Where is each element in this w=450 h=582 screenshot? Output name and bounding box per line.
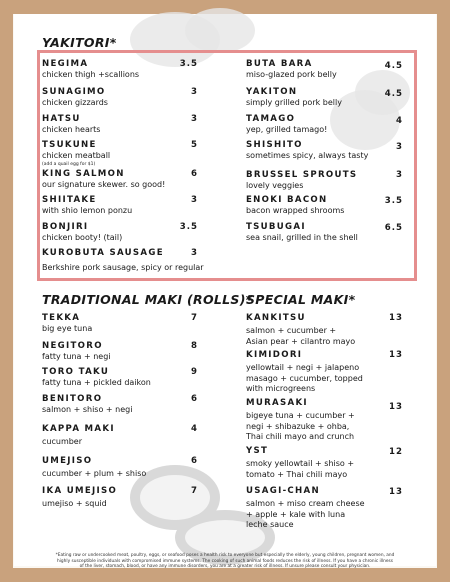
menu-item-tekka	[42, 313, 92, 335]
item-description: cucumber + plum + shiso	[42, 469, 147, 478]
item-name: BRUSSEL SPROUTS	[246, 170, 358, 180]
item-price: 3.5	[384, 196, 403, 206]
item-price: 12	[389, 447, 403, 457]
section-title-yakitori: YAKITORI*	[42, 35, 117, 50]
item-note: (add a quail egg for $1)	[42, 161, 96, 167]
item-name: YST	[246, 446, 269, 456]
disclaimer-line: highly susceptible individuals with compromised immune systems. The cooking of such animal foods reduces the risk of illness. If you have a chronic illness	[57, 558, 393, 564]
item-price: 7	[191, 313, 198, 323]
item-price: 3	[396, 142, 403, 152]
item-name: YAKITON	[246, 87, 298, 97]
item-price: 5	[191, 140, 198, 150]
menu-item-negima	[42, 59, 139, 81]
disclaimer-line: of the liver, stomach, blood, or have any immune disorders, you are at a greater risk of illness. If unsure please consult your physician.	[79, 564, 371, 570]
item-price: 4	[191, 424, 198, 434]
item-price: 8	[191, 341, 198, 351]
item-name: USAGI-CHAN	[246, 486, 320, 496]
menu-item-shishito	[246, 140, 368, 162]
item-price: 4.5	[384, 61, 403, 71]
item-price: 4	[396, 116, 403, 126]
item-name: BUTA BARA	[246, 59, 313, 69]
item-description: salmon + cucumber +	[246, 326, 337, 335]
item-name: IKA UMEJISO	[42, 486, 118, 496]
menu-item-toro-taku	[42, 367, 151, 389]
item-name: SHISHITO	[246, 140, 303, 150]
item-price: 3	[191, 195, 198, 205]
item-name: TSUKUNE	[42, 140, 97, 150]
item-name: KANKITSU	[246, 313, 306, 323]
item-price: 3.5	[179, 59, 198, 69]
item-description: miso-glazed pork belly	[246, 70, 337, 79]
menu-item-tsubugai	[246, 222, 358, 244]
menu-item-yakiton	[246, 87, 342, 109]
item-description: chicken hearts	[42, 125, 101, 134]
menu-item-bonjiri	[42, 222, 122, 244]
item-description: fatty tuna + pickled daikon	[42, 378, 151, 387]
item-price: 4.5	[384, 89, 403, 99]
item-name: SUNAGIMO	[42, 87, 106, 97]
item-description: fatty tuna + negi	[42, 352, 111, 361]
item-name: TSUBUGAI	[246, 222, 306, 232]
item-name: NEGIMA	[42, 59, 89, 69]
item-name: TEKKA	[42, 313, 81, 323]
menu-item-brussel-sprouts	[246, 170, 357, 192]
item-description: chicken thigh +scallions	[42, 70, 140, 79]
item-description: lovely veggies	[246, 181, 304, 190]
item-name: KUROBUTA SAUSAGE	[42, 248, 164, 258]
menu-item-hatsu	[42, 114, 100, 136]
item-price: 3	[191, 114, 198, 124]
menu-item-kurobuta-sausage	[42, 248, 204, 274]
item-name: HATSU	[42, 114, 81, 124]
menu-item-yst	[246, 446, 354, 480]
item-description: masago + cucumber, topped	[246, 373, 363, 383]
item-description: Berkshire pork sausage, spicy or regular	[42, 263, 204, 272]
item-price: 7	[191, 486, 198, 496]
menu-item-sunagimo	[42, 87, 108, 109]
item-price: 13	[389, 487, 403, 497]
item-description: chicken booty! (tail)	[42, 233, 123, 242]
item-description: Asian pear + cilantro mayo	[246, 336, 356, 346]
item-description: with shio lemon ponzu	[42, 206, 133, 215]
menu-item-kimidori	[246, 350, 363, 395]
item-price: 6.5	[384, 223, 403, 233]
item-name: ENOKI BACON	[246, 195, 328, 205]
item-name: KAPPA MAKI	[42, 424, 115, 434]
item-price: 9	[191, 367, 198, 377]
item-price: 6	[191, 456, 198, 466]
item-name: BONJIRI	[42, 222, 89, 232]
health-disclaimer	[55, 553, 395, 570]
item-description: + apple + kale with luna	[246, 509, 346, 519]
item-description: cucumber	[42, 437, 83, 446]
item-name: UMEJISO	[42, 456, 93, 466]
item-price: 3	[396, 170, 403, 180]
menu-item-benitoro	[42, 394, 132, 416]
item-description: sometimes spicy, always tasty	[246, 151, 369, 160]
item-name: BENITORO	[42, 394, 103, 404]
item-description: Thai chili mayo and crunch	[246, 432, 355, 441]
menu-item-ika-umejiso	[42, 486, 117, 510]
item-description: negi + shibazuke + ohba,	[246, 421, 350, 431]
menu-item-usagi-chan	[246, 486, 365, 531]
section-title-special-maki: SPECIAL MAKI*	[246, 292, 356, 307]
item-description: leche sauce	[246, 520, 294, 529]
menu-item-umejiso	[42, 456, 146, 480]
item-description: salmon + miso cream cheese	[246, 499, 365, 508]
disclaimer-line: *Eating raw or undercooked meat, poultry, eggs, or seafood poses a health risk to everyone but especially the elderly, young children, pregnant women, and	[55, 553, 395, 558]
item-description: bigeye tuna + cucumber +	[246, 411, 355, 420]
item-price: 3	[191, 87, 198, 97]
item-price: 6	[191, 169, 198, 179]
item-description: with microgreens	[246, 384, 316, 393]
cloud-decoration	[185, 8, 255, 53]
item-price: 13	[389, 350, 403, 360]
item-description: yellowtail + negi + jalapeno	[246, 363, 360, 372]
menu-item-negitoro	[42, 341, 111, 363]
item-name: TAMAGO	[246, 114, 296, 124]
item-price: 13	[389, 313, 403, 323]
item-description: yep, grilled tamago!	[246, 125, 328, 134]
item-description: chicken meatball	[42, 151, 111, 160]
item-name: MURASAKI	[246, 398, 308, 408]
item-name: KIMIDORI	[246, 350, 303, 360]
item-description: bacon wrapped shrooms	[246, 206, 345, 215]
menu-item-tamago	[246, 114, 327, 136]
menu-item-shiitake	[42, 195, 132, 217]
item-name: NEGITORO	[42, 341, 103, 351]
menu-item-tsukune	[42, 140, 110, 168]
menu-item-buta-bara	[246, 59, 337, 81]
item-description: simply grilled pork belly	[246, 98, 342, 107]
item-description: chicken gizzards	[42, 98, 108, 107]
menu-item-king-salmon	[42, 169, 165, 191]
item-name: KING SALMON	[42, 169, 125, 179]
menu-item-kankitsu	[246, 313, 355, 347]
item-description: tomato + Thai chili mayo	[246, 469, 348, 479]
item-description: sea snail, grilled in the shell	[246, 233, 358, 242]
menu-item-kappa-maki	[42, 424, 115, 448]
section-title-traditional-maki: TRADITIONAL MAKI (ROLLS)*	[42, 292, 253, 307]
item-description: salmon + shiso + negi	[42, 405, 133, 414]
item-description: umejiso + squid	[42, 499, 107, 508]
item-price: 3.5	[179, 222, 198, 232]
item-price: 6	[191, 394, 198, 404]
menu-item-murasaki	[246, 398, 355, 443]
item-name: SHIITAKE	[42, 195, 97, 205]
item-description: big eye tuna	[42, 324, 93, 333]
item-description: smoky yellowtail + shiso +	[246, 459, 355, 468]
item-price: 3	[191, 248, 198, 258]
item-description: our signature skewer. so good!	[42, 180, 166, 189]
menu-item-enoki-bacon	[246, 195, 344, 217]
item-price: 13	[389, 402, 403, 412]
item-name: TORO TAKU	[42, 367, 110, 377]
